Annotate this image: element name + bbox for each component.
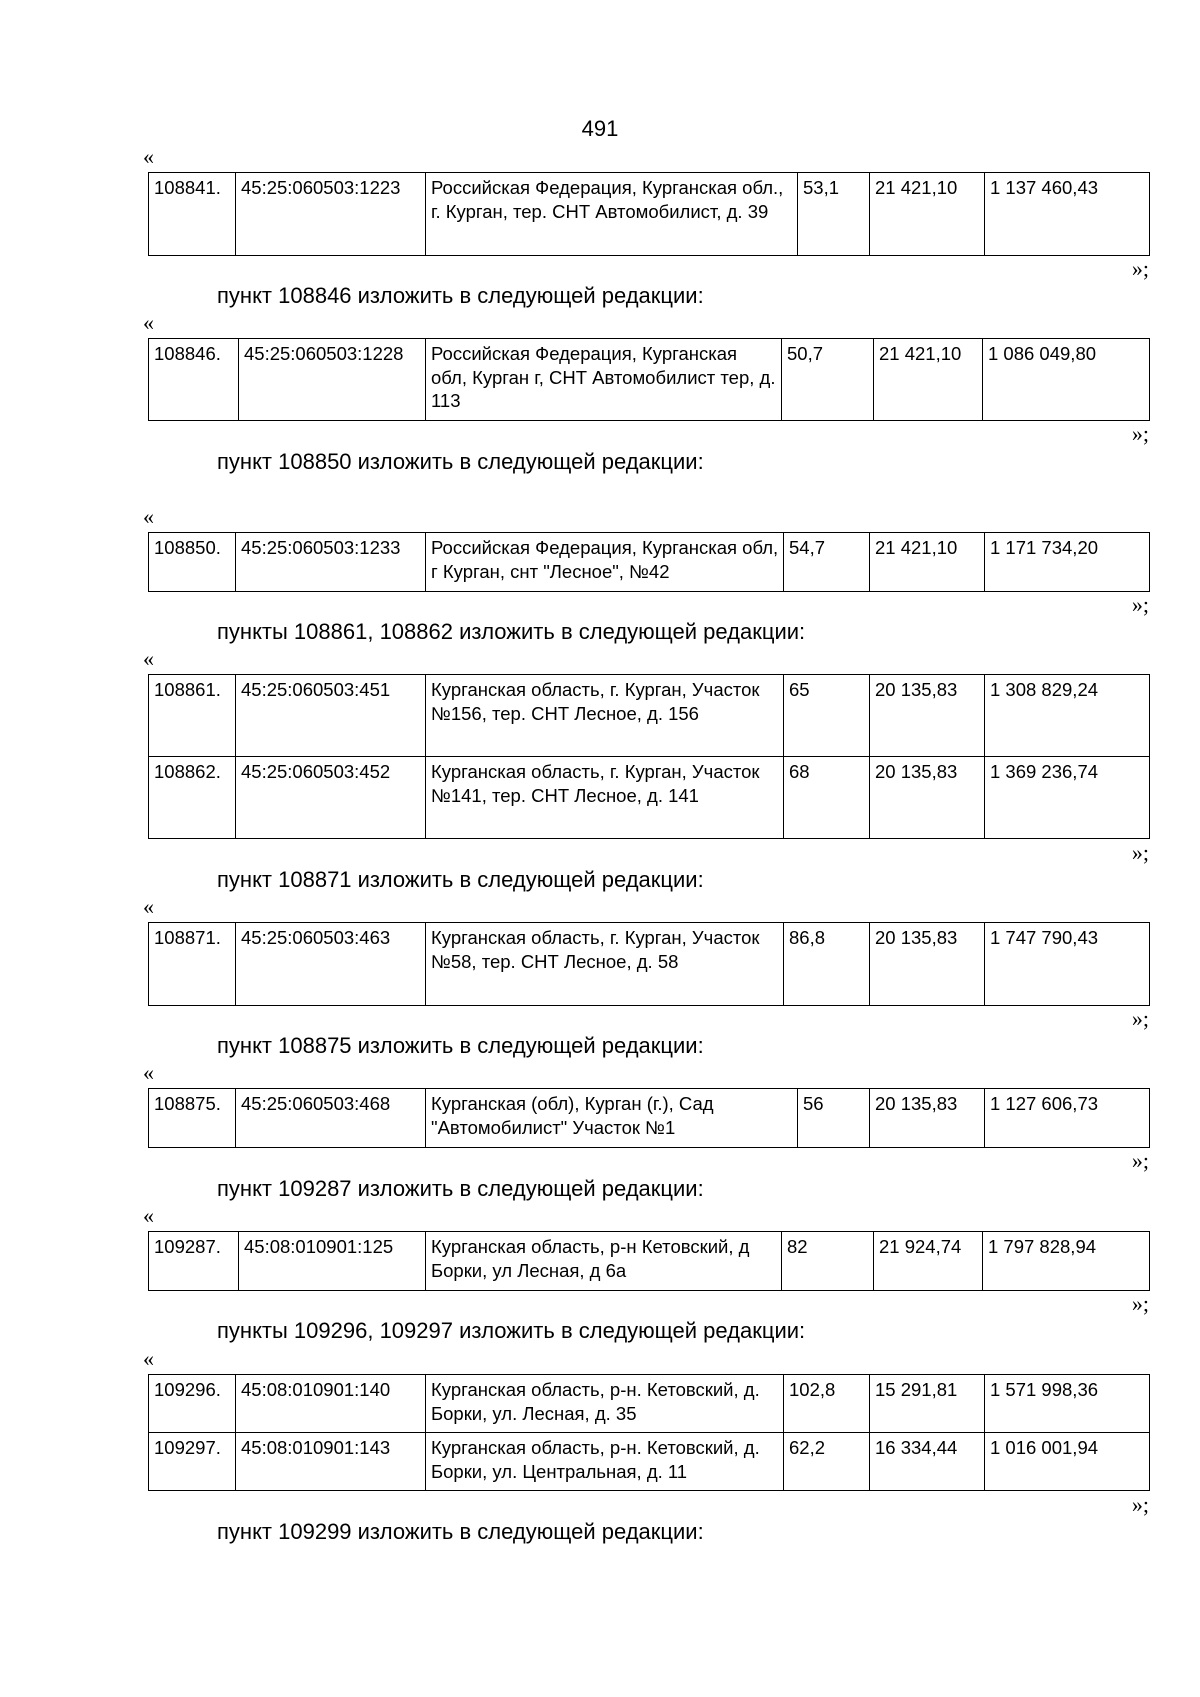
cadastral-number-cell: 45:25:060503:468: [236, 1089, 426, 1148]
closing-quote: »;: [1131, 1148, 1149, 1173]
address-cell: Курганская область, г. Курган, Участок №141, тер. СНТ Лесное, д. 141: [426, 757, 784, 839]
cadastral-number-cell: 45:25:060503:451: [236, 675, 426, 757]
table-row: [149, 923, 1150, 1006]
address-cell: Курганская область, г. Курган, Участок №156, тер. СНТ Лесное, д. 156: [426, 675, 784, 757]
amendment-table: [148, 922, 1150, 1006]
amendment-instruction: пункт 108846 изложить в следующей редакции:: [217, 283, 704, 308]
amendment-instruction: пункты 108861, 108862 изложить в следующей редакции:: [217, 619, 806, 644]
amendment-instruction: пункт 108871 изложить в следующей редакции:: [217, 867, 704, 892]
item-number-cell: 108862.: [149, 757, 236, 839]
address-cell: Российская Федерация, Курганская обл, Курган г, СНТ Автомобилист тер, д. 113: [426, 339, 782, 421]
area-cell: 62,2: [784, 1433, 870, 1491]
cadastral-number-cell: 45:25:060503:1228: [239, 339, 426, 421]
amendment-instruction: пункт 109287 изложить в следующей редакции:: [217, 1176, 704, 1201]
closing-quote: »;: [1131, 1291, 1149, 1316]
rate-cell: 20 135,83: [870, 923, 985, 1006]
value-cell: 1 127 606,73: [985, 1089, 1150, 1148]
cadastral-number-cell: 45:25:060503:1223: [236, 173, 426, 256]
item-number-cell: 109287.: [149, 1232, 239, 1291]
closing-quote: »;: [1131, 1006, 1149, 1031]
area-cell: 50,7: [782, 339, 874, 421]
address-cell: Российская Федерация, Курганская обл, г Курган, снт "Лесное", №42: [426, 533, 784, 592]
area-cell: 56: [798, 1089, 870, 1148]
value-cell: 1 016 001,94: [985, 1433, 1150, 1491]
value-cell: 1 171 734,20: [985, 533, 1150, 592]
value-cell: 1 137 460,43: [985, 173, 1150, 256]
item-number-cell: 108871.: [149, 923, 236, 1006]
amendment-instruction: пункт 109299 изложить в следующей редакции:: [217, 1519, 704, 1544]
area-cell: 54,7: [784, 533, 870, 592]
area-cell: 102,8: [784, 1375, 870, 1433]
amendment-instruction: пункты 109296, 109297 изложить в следующей редакции:: [217, 1318, 806, 1343]
opening-quote: «: [143, 504, 154, 529]
item-number-cell: 109296.: [149, 1375, 236, 1433]
closing-quote: »;: [1131, 256, 1149, 281]
area-cell: 65: [784, 675, 870, 757]
amendment-table: [148, 532, 1150, 592]
item-number-cell: 108841.: [149, 173, 236, 256]
table-row: [149, 339, 1150, 421]
area-cell: 86,8: [784, 923, 870, 1006]
address-cell: Курганская область, р-н Кетовский, д Борки, ул Лесная, д 6а: [426, 1232, 782, 1291]
address-cell: Курганская (обл), Курган (г.), Сад "Автомобилист" Участок №1: [426, 1089, 798, 1148]
closing-quote: »;: [1131, 592, 1149, 617]
amendment-instruction: пункт 108875 изложить в следующей редакции:: [217, 1033, 704, 1058]
closing-quote: »;: [1131, 1492, 1149, 1517]
table-row: [149, 173, 1150, 256]
item-number-cell: 108861.: [149, 675, 236, 757]
value-cell: 1 308 829,24: [985, 675, 1150, 757]
table-row: [149, 533, 1150, 592]
address-cell: Курганская область, г. Курган, Участок №58, тер. СНТ Лесное, д. 58: [426, 923, 784, 1006]
address-cell: Российская Федерация, Курганская обл., г. Курган, тер. СНТ Автомобилист, д. 39: [426, 173, 798, 256]
value-cell: 1 747 790,43: [985, 923, 1150, 1006]
address-cell: Курганская область, р-н. Кетовский, д. Борки, ул. Центральная, д. 11: [426, 1433, 784, 1491]
opening-quote: «: [143, 310, 154, 335]
rate-cell: 21 924,74: [874, 1232, 983, 1291]
rate-cell: 20 135,83: [870, 675, 985, 757]
cadastral-number-cell: 45:08:010901:143: [236, 1433, 426, 1491]
value-cell: 1 086 049,80: [983, 339, 1150, 421]
item-number-cell: 108875.: [149, 1089, 236, 1148]
cadastral-number-cell: 45:25:060503:463: [236, 923, 426, 1006]
table-row: [149, 675, 1150, 757]
amendment-table: [148, 338, 1150, 421]
page-number: 491: [581, 116, 619, 141]
cadastral-number-cell: 45:08:010901:140: [236, 1375, 426, 1433]
area-cell: 53,1: [798, 173, 870, 256]
rate-cell: 20 135,83: [870, 1089, 985, 1148]
opening-quote: «: [143, 1203, 154, 1228]
amendment-table: [148, 1088, 1150, 1148]
cadastral-number-cell: 45:08:010901:125: [239, 1232, 426, 1291]
rate-cell: 20 135,83: [870, 757, 985, 839]
opening-quote: «: [143, 894, 154, 919]
rate-cell: 21 421,10: [874, 339, 983, 421]
amendment-table: [148, 172, 1150, 256]
table-row: [149, 757, 1150, 839]
area-cell: 68: [784, 757, 870, 839]
item-number-cell: 108846.: [149, 339, 239, 421]
value-cell: 1 797 828,94: [983, 1232, 1150, 1291]
opening-quote: «: [143, 646, 154, 671]
value-cell: 1 369 236,74: [985, 757, 1150, 839]
cadastral-number-cell: 45:25:060503:452: [236, 757, 426, 839]
opening-quote: «: [143, 144, 154, 169]
table-row: [149, 1232, 1150, 1291]
opening-quote: «: [143, 1346, 154, 1371]
opening-quote: «: [143, 1060, 154, 1085]
table-row: [149, 1375, 1150, 1433]
amendment-instruction: пункт 108850 изложить в следующей редакции:: [217, 449, 704, 474]
rate-cell: 15 291,81: [870, 1375, 985, 1433]
rate-cell: 16 334,44: [870, 1433, 985, 1491]
address-cell: Курганская область, р-н. Кетовский, д. Борки, ул. Лесная, д. 35: [426, 1375, 784, 1433]
value-cell: 1 571 998,36: [985, 1375, 1150, 1433]
cadastral-number-cell: 45:25:060503:1233: [236, 533, 426, 592]
amendment-table: [148, 1374, 1150, 1491]
amendment-table: [148, 674, 1150, 839]
item-number-cell: 109297.: [149, 1433, 236, 1491]
table-row: [149, 1089, 1150, 1148]
table-row: [149, 1433, 1150, 1491]
item-number-cell: 108850.: [149, 533, 236, 592]
closing-quote: »;: [1131, 421, 1149, 446]
closing-quote: »;: [1131, 840, 1149, 865]
amendment-table: [148, 1231, 1150, 1291]
rate-cell: 21 421,10: [870, 173, 985, 256]
rate-cell: 21 421,10: [870, 533, 985, 592]
area-cell: 82: [782, 1232, 874, 1291]
